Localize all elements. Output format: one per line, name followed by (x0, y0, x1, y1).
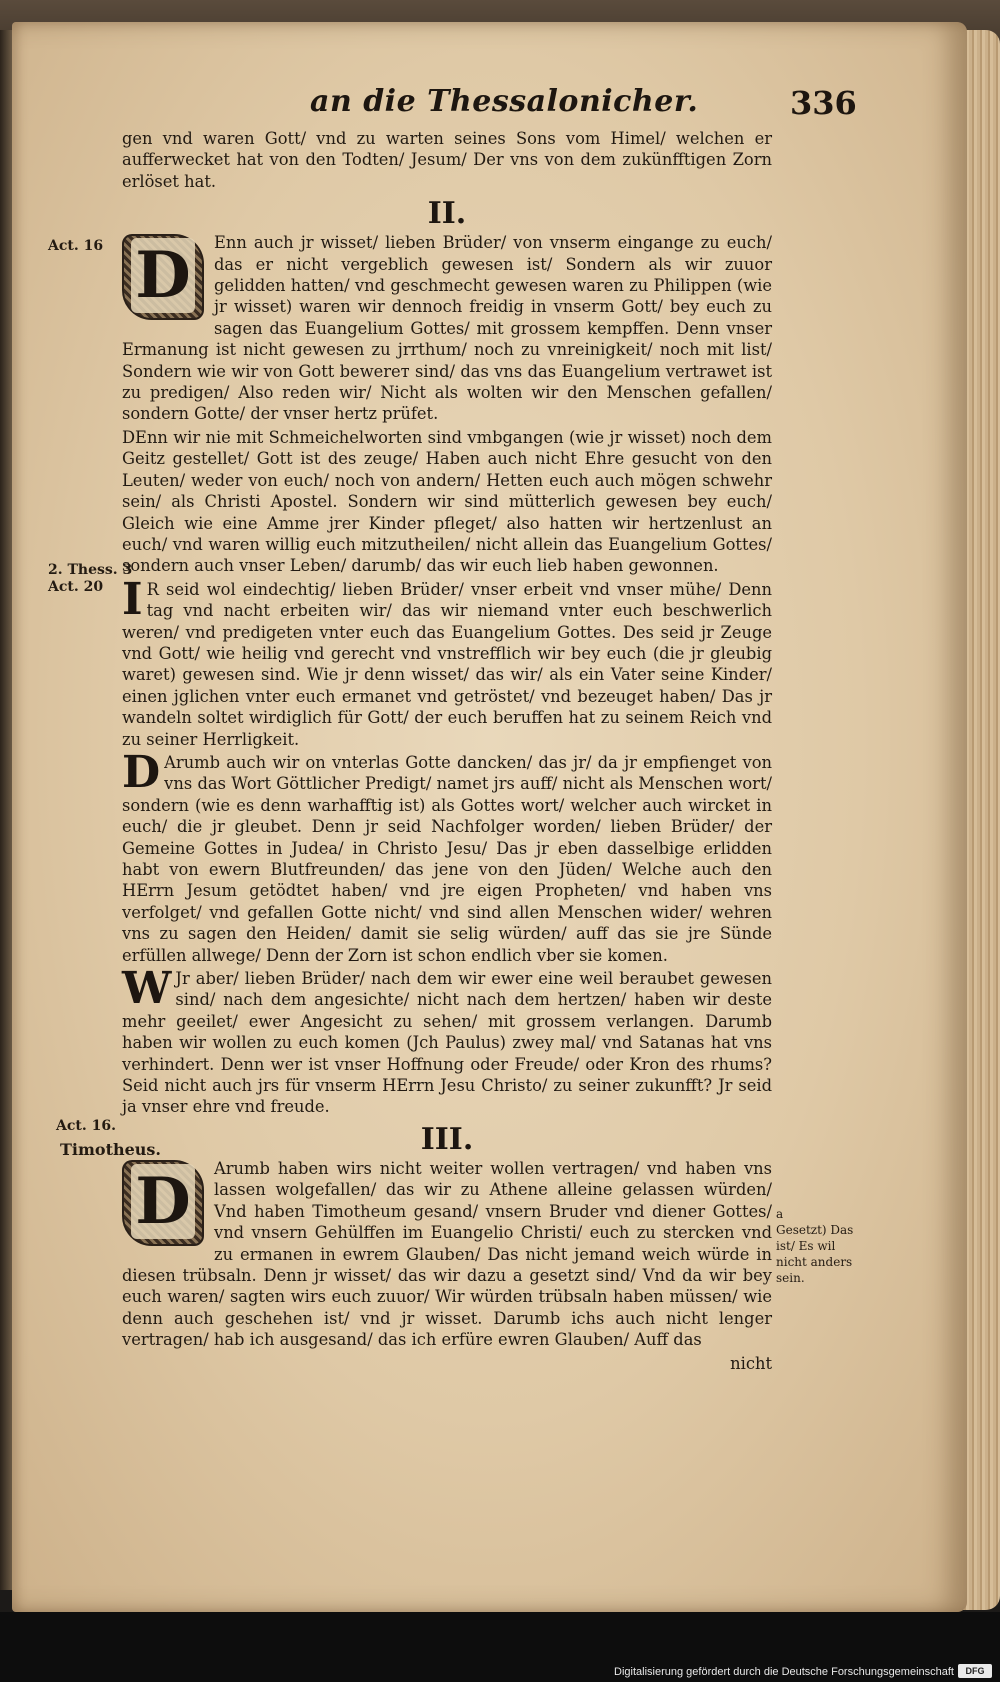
paragraph (122, 232, 772, 425)
margin-gloss: a Gesetzt) Das ist/ Es wil nicht anders sein. (776, 1207, 854, 1285)
running-head: an die Thessalonicher. (310, 84, 699, 119)
decorated-initial: D (122, 234, 204, 320)
paragraph-text: R seid wol eindechtig/ lieben Brüder/ vnser erbeit vnd vnser mühe/ Denn tag vnd nacht erbeiten wir/ das wir niemand vnter euch beschwerlich weren/ vnd predigeten vnter euch das Euangelium Gottes. Des seid jr Zeuge vnd Gott/ wie heilig vnd gerecht vnd vnstrefflich wir bey euch (die jr gleubig waret) gewesen sind. Wie jr denn wisset/ das wir/ als ein Vater seine Kinder/ einen jglichen vnter euch ermanet vnd getröstet/ vnd bezeuget haben/ Das jr wandeln soltet wirdiglich für Gott/ der euch beruffen hat zu seinem Reich vnd zu seiner Herrligkeit. (122, 579, 772, 749)
dfg-logo-icon: DFG (958, 1664, 992, 1678)
margin-reference: 2. Thess. 3 Act. 20 (48, 562, 133, 595)
initial-letter: I (122, 573, 143, 625)
book-spine-edge (0, 30, 12, 1590)
catchword: nicht (730, 1353, 772, 1373)
paragraph (122, 1158, 772, 1351)
margin-reference: Act. 16. (56, 1118, 116, 1134)
footer-credit: Digitalisierung gefördert durch die Deutsche Forschungsgemeinschaft (614, 1666, 954, 1678)
paragraph: DEnn wir nie mit Schmeichelworten sind vmbgangen (wie jr wisset) noch dem Geitz gestellet/ Gott ist des zeuge/ Haben auch nicht Ehre gesucht von den Leuten/ weder von euch/ noch von andern/ Hetten euch auch mögen schwehr sein/ als Christi Apostel. Sondern wir sind mütterlich gewesen bey euch/ Gleich wie eine Amme jrer Kinder pfleget/ also hatten wir hertzenlust an euch/ vnd waren willig euch mitzutheilen/ nicht allein das Euangelium Gottes/ sondern auch vnser Leben/ darumb/ das wir euch lieb haben gewonnen. (122, 427, 772, 576)
paragraph (122, 963, 772, 1118)
page-number: 336 (790, 84, 857, 122)
paragraph-text: Arumb auch wir on vnterlas Gotte dancken/ das jr/ da jr empfienget von vns das Wort Göttlicher Predigt/ namet jrs auff/ nicht als Menschen wort/ sondern (wie es denn warhafftig ist) als Gottes wort/ welcher auch wircket in euch/ die jr gleubet. Denn jr seid Nachfolger worden/ lieben Brüder/ der Gemeine Gottes in Judea/ in Christo Jesu/ Das jr eben dasselbige erlidden habt von ewern Blutfreunden/ das jene von den Jüden/ Welche auch den HErrn Jesum getödtet haben/ vnd jre eigen Propheten/ vnd haben vns verfolget/ vnd gefallen Gotte nicht/ vnd sind allen Menschen wider/ wehren vns zu sagen den Heiden/ damit sie selig würden/ auff das sie jre Sünde erfüllen allwege/ Denn der Zorn ist schon endlich vber sie komen. (122, 752, 772, 965)
main-text (122, 128, 772, 1374)
paragraph (122, 746, 772, 966)
paragraph (122, 573, 772, 750)
paragraph-text: Arumb haben wirs nicht weiter wollen vertragen/ vnd haben vns lassen wolgefallen/ das wir zu Athene alleine gelassen würden/ Vnd haben Timotheum gesand/ vnsern Bruder vnd diener Gottes/ vnd vnsern Gehülffen im Euangelio Christi/ euch zu stercken vnd zu ermanen in ewrem Glauben/ Das nicht jemand weich würde in diesen trübsaln. Denn jr wisset/ das wir dazu a gesetzt sind/ Vnd da wir bey euch waren/ sagten wirs euch zuuor/ Wir würden trübsaln haben müssen/ wie denn auch geschehen ist/ vnd jr wisset. Darumb ichs auch nicht lenger vertragen/ hab ich ausgesand/ das ich erfüre ewren Glauben/ Auff das (122, 1158, 772, 1350)
initial-letter: D (122, 746, 161, 798)
initial-letter: W (122, 963, 172, 1015)
chapter-heading: III. (420, 1121, 474, 1157)
chapter-heading: II. (427, 196, 467, 232)
paragraph: gen vnd waren Gott/ vnd zu warten seines Sons vom Himel/ welchen er aufferwecket hat von den Todten/ Jesum/ Der vns von dem zukünfftigen Zorn erlöset hat. (122, 129, 772, 191)
paragraph-text: Jr aber/ lieben Brüder/ nach dem wir ewer eine weil beraubet gewesen sind/ nach dem angesichte/ nicht nach dem hertzen/ haben wir deste mehr geeilet/ ewer Angesicht zu sehen/ mit grossem verlangen. Darumb haben wir wollen zu euch komen (Jch Paulus) zwey mal/ vnd Satanas hat vns verhindert. Denn wer ist vnser Hoffnung oder Freude/ oder Kron des rhums? Seid nicht auch jrs für vnserm HErrn Jesu Christo/ zu seiner zukunfft? Jr seid ja vnser ehre vnd freude. (122, 969, 772, 1117)
margin-reference: Timotheus. (60, 1140, 161, 1159)
margin-reference: Act. 16 (48, 238, 104, 254)
decorated-initial: D (122, 1160, 204, 1246)
paragraph-text: Enn auch jr wisset/ lieben Brüder/ von vnserm eingange zu euch/ das er nicht vergeblich gewesen ist/ Sondern als wir zuuor gelidden hatten/ vnd geschmecht gewesen waren zu Philippen (wie jr wisset) waren wir dennoch freidig in vnserm Gott/ bey euch zu sagen das Euangelium Gottes/ mit grossem kempffen. Denn vnser Ermanung ist nicht gewesen zu jrrthum/ noch zu vnreinigkeit/ noch mit list/ Sondern wie wir von Gott bewerет sind/ das vns das Euangelium vertrawet ist zu predigen/ Also reden wir/ Nicht als wolten wir den Menschen gefallen/ sondern Gotte/ der vnser hertz prüfet. (122, 233, 772, 424)
